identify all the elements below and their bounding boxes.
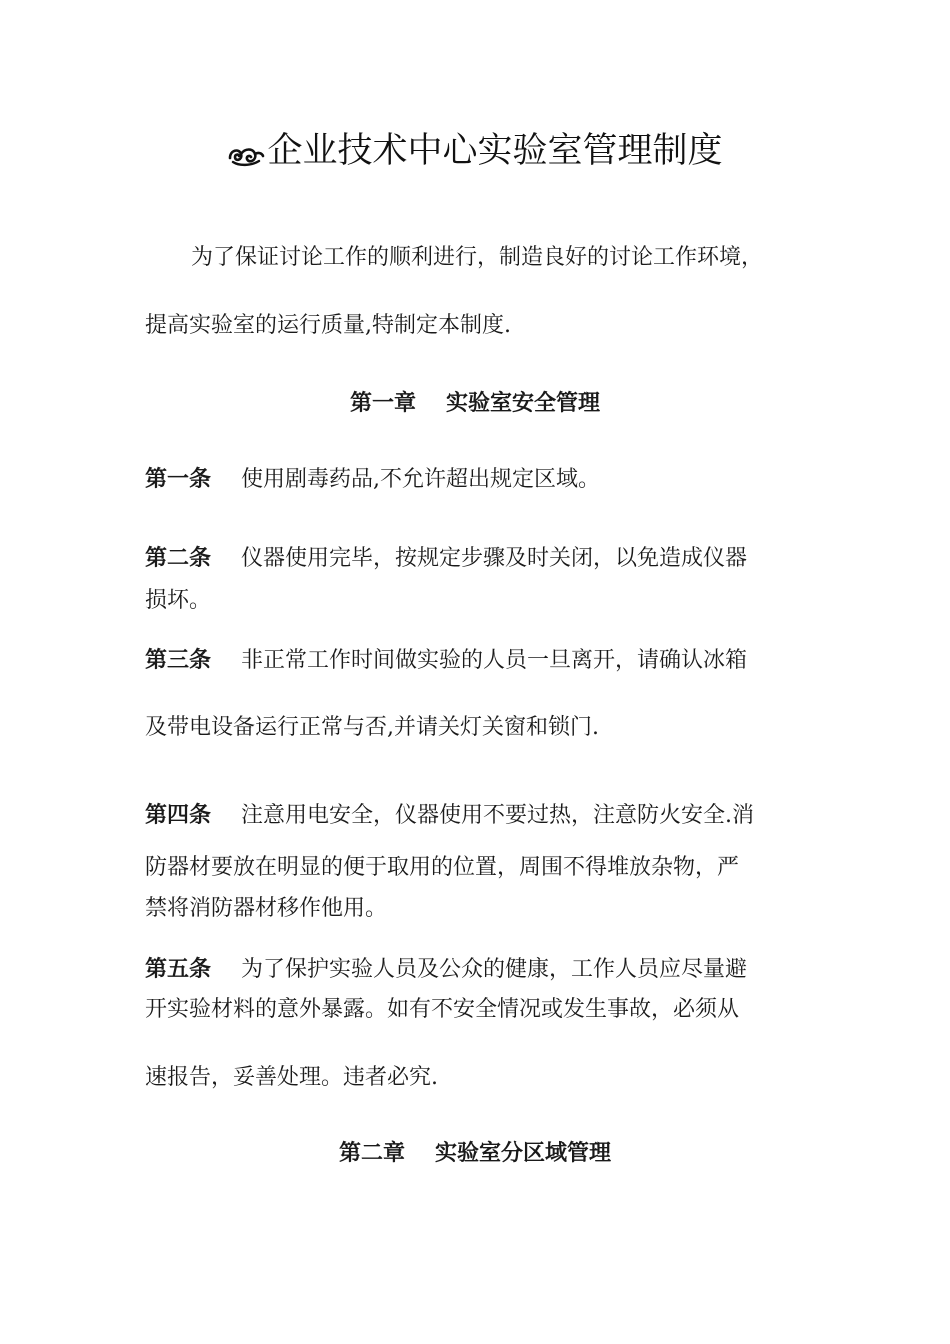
article-text: 仪器使用完毕，按规定步骤及时关闭，以免造成仪器 <box>241 546 748 571</box>
article-text: 注意用电安全，仪器使用不要过热，注意防火安全.消 <box>241 803 755 828</box>
article-3 <box>145 646 747 676</box>
title-text: 企业技术中心实验室管理制度 <box>267 131 723 171</box>
swirl-ornament-icon <box>227 134 265 164</box>
article-label: 第四条 <box>145 803 212 828</box>
article-label: 第三条 <box>145 648 212 673</box>
article-text: 使用剧毒药品,不允许超出规定区域。 <box>241 467 601 492</box>
article-4-line-2: 防器材要放在明显的便于取用的位置，周围不得堆放杂物，严 <box>145 855 740 880</box>
document-title <box>0 126 950 176</box>
article-text: 为了保护实验人员及公众的健康，工作人员应尽量避 <box>241 957 748 982</box>
article-5-line-3: 速报告，妥善处理。违者必究. <box>145 1065 438 1090</box>
chapter-name: 实验室安全管理 <box>446 390 601 416</box>
article-text: 非正常工作时间做实验的人员一旦离开，请确认冰箱 <box>241 648 748 673</box>
chapter-name: 实验室分区域管理 <box>435 1140 612 1166</box>
article-label: 第五条 <box>145 957 212 982</box>
chapter-number: 第一章 <box>349 390 416 416</box>
article-2-line-2: 损坏。 <box>145 588 212 613</box>
intro-line-1: 为了保证讨论工作的顺利进行，制造良好的讨论工作环境， <box>191 245 764 270</box>
article-4 <box>145 801 754 831</box>
chapter-number: 第二章 <box>338 1140 405 1166</box>
article-1 <box>145 465 600 495</box>
article-4-line-3: 禁将消防器材移作他用。 <box>145 896 388 921</box>
chapter-heading-1 <box>0 388 950 418</box>
article-label: 第一条 <box>145 467 212 492</box>
article-2 <box>145 544 747 574</box>
article-5-line-2: 开实验材料的意外暴露。如有不安全情况或发生事故，必须从 <box>145 997 740 1022</box>
article-label: 第二条 <box>145 546 212 571</box>
article-5 <box>145 955 747 985</box>
chapter-heading-2 <box>0 1138 950 1168</box>
article-3-line-2: 及带电设备运行正常与否,并请关灯关窗和锁门. <box>145 715 599 740</box>
intro-line-2: 提高实验室的运行质量,特制定本制度. <box>145 313 511 338</box>
